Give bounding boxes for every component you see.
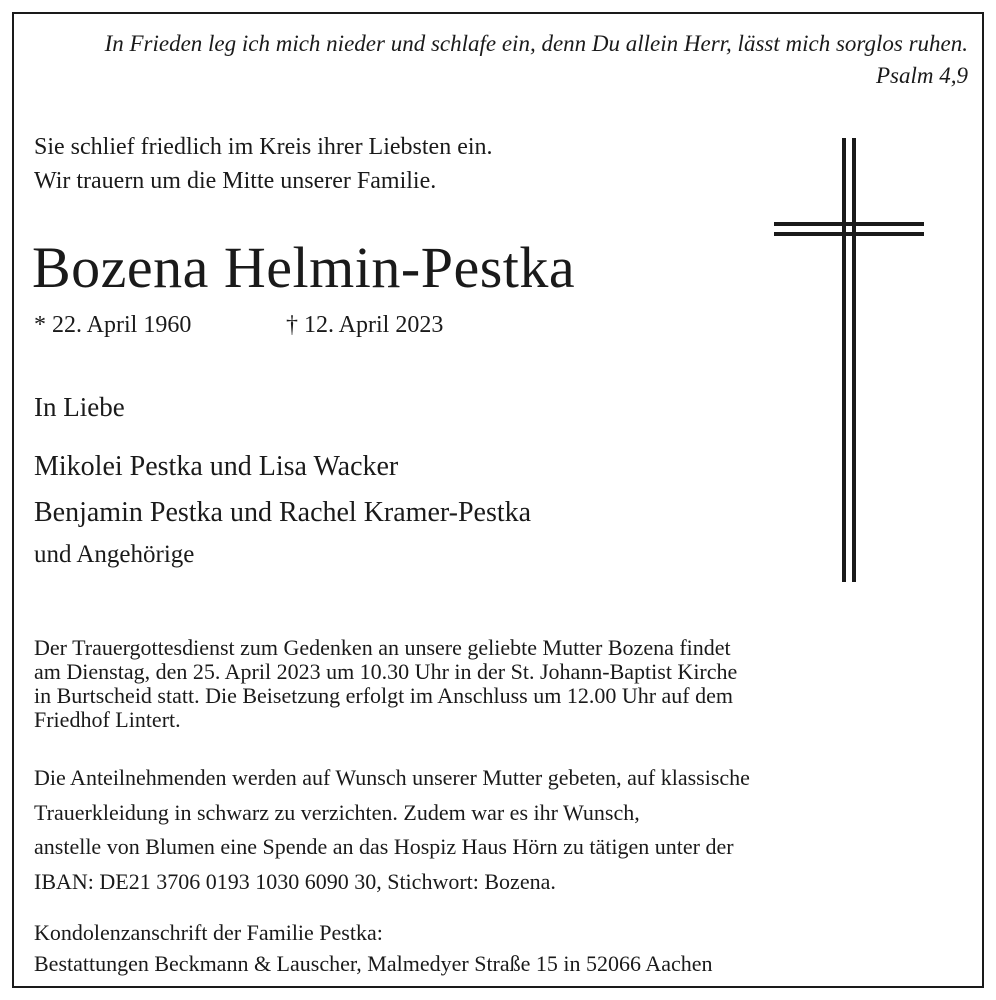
death-date: † 12. April 2023 <box>286 312 444 338</box>
intro-line-1: Sie schlief friedlich im Kreis ihrer Liebsten ein. <box>34 134 493 160</box>
wish-line-3: anstelle von Blumen eine Spende an das Hospiz Haus Hörn zu tätigen unter der <box>34 834 734 859</box>
wish-line-4: IBAN: DE21 3706 0193 1030 6090 30, Stichwort: Bozena. <box>34 868 556 894</box>
relatives-line: und Angehörige <box>34 541 195 568</box>
condolence-address <box>34 917 713 979</box>
mourner-line-2: Benjamin Pestka und Rachel Kramer-Pestka <box>34 497 532 528</box>
life-dates <box>34 308 444 342</box>
mourners-list <box>34 444 531 536</box>
condolence-heading: Kondolenzanschrift der Familie Pestka: <box>34 920 383 945</box>
service-line-1: Der Trauergottesdienst zum Gedenken an unsere geliebte Mutter Bozena findet <box>34 635 731 660</box>
service-line-4: Friedhof Lintert. <box>34 707 181 732</box>
psalm-text: In Frieden leg ich mich nieder und schlafe ein, denn Du allein Herr, lässt mich sorglos ruhen. <box>104 31 968 56</box>
wish-line-1: Die Anteilnehmenden werden auf Wunsch unserer Mutter gebeten, auf klassische <box>34 765 750 790</box>
obituary-notice <box>12 12 984 988</box>
intro-line-2: Wir trauern um die Mitte unserer Familie. <box>34 168 437 194</box>
psalm-quote <box>34 28 968 92</box>
service-line-3: in Burtscheid statt. Die Beisetzung erfolgt im Anschluss um 12.00 Uhr auf dem <box>34 683 734 708</box>
condolence-address-line: Bestattungen Beckmann & Lauscher, Malmedyer Straße 15 in 52066 Aachen <box>34 951 713 976</box>
cross-icon <box>774 138 924 582</box>
in-love-heading: In Liebe <box>34 392 125 422</box>
service-announcement <box>34 636 737 732</box>
donation-request <box>34 761 750 899</box>
intro-text <box>34 130 493 198</box>
birth-date: * 22. April 1960 <box>34 312 192 338</box>
deceased-name: Bozena Helmin-Pestka <box>32 235 576 300</box>
wish-line-2: Trauerkleidung in schwarz zu verzichten. Zudem war es ihr Wunsch, <box>34 799 640 825</box>
service-line-2: am Dienstag, den 25. April 2023 um 10.30 Uhr in der St. Johann-Baptist Kirche <box>34 659 738 684</box>
psalm-reference: Psalm 4,9 <box>876 63 968 88</box>
mourner-line-1: Mikolei Pestka und Lisa Wacker <box>34 451 399 482</box>
